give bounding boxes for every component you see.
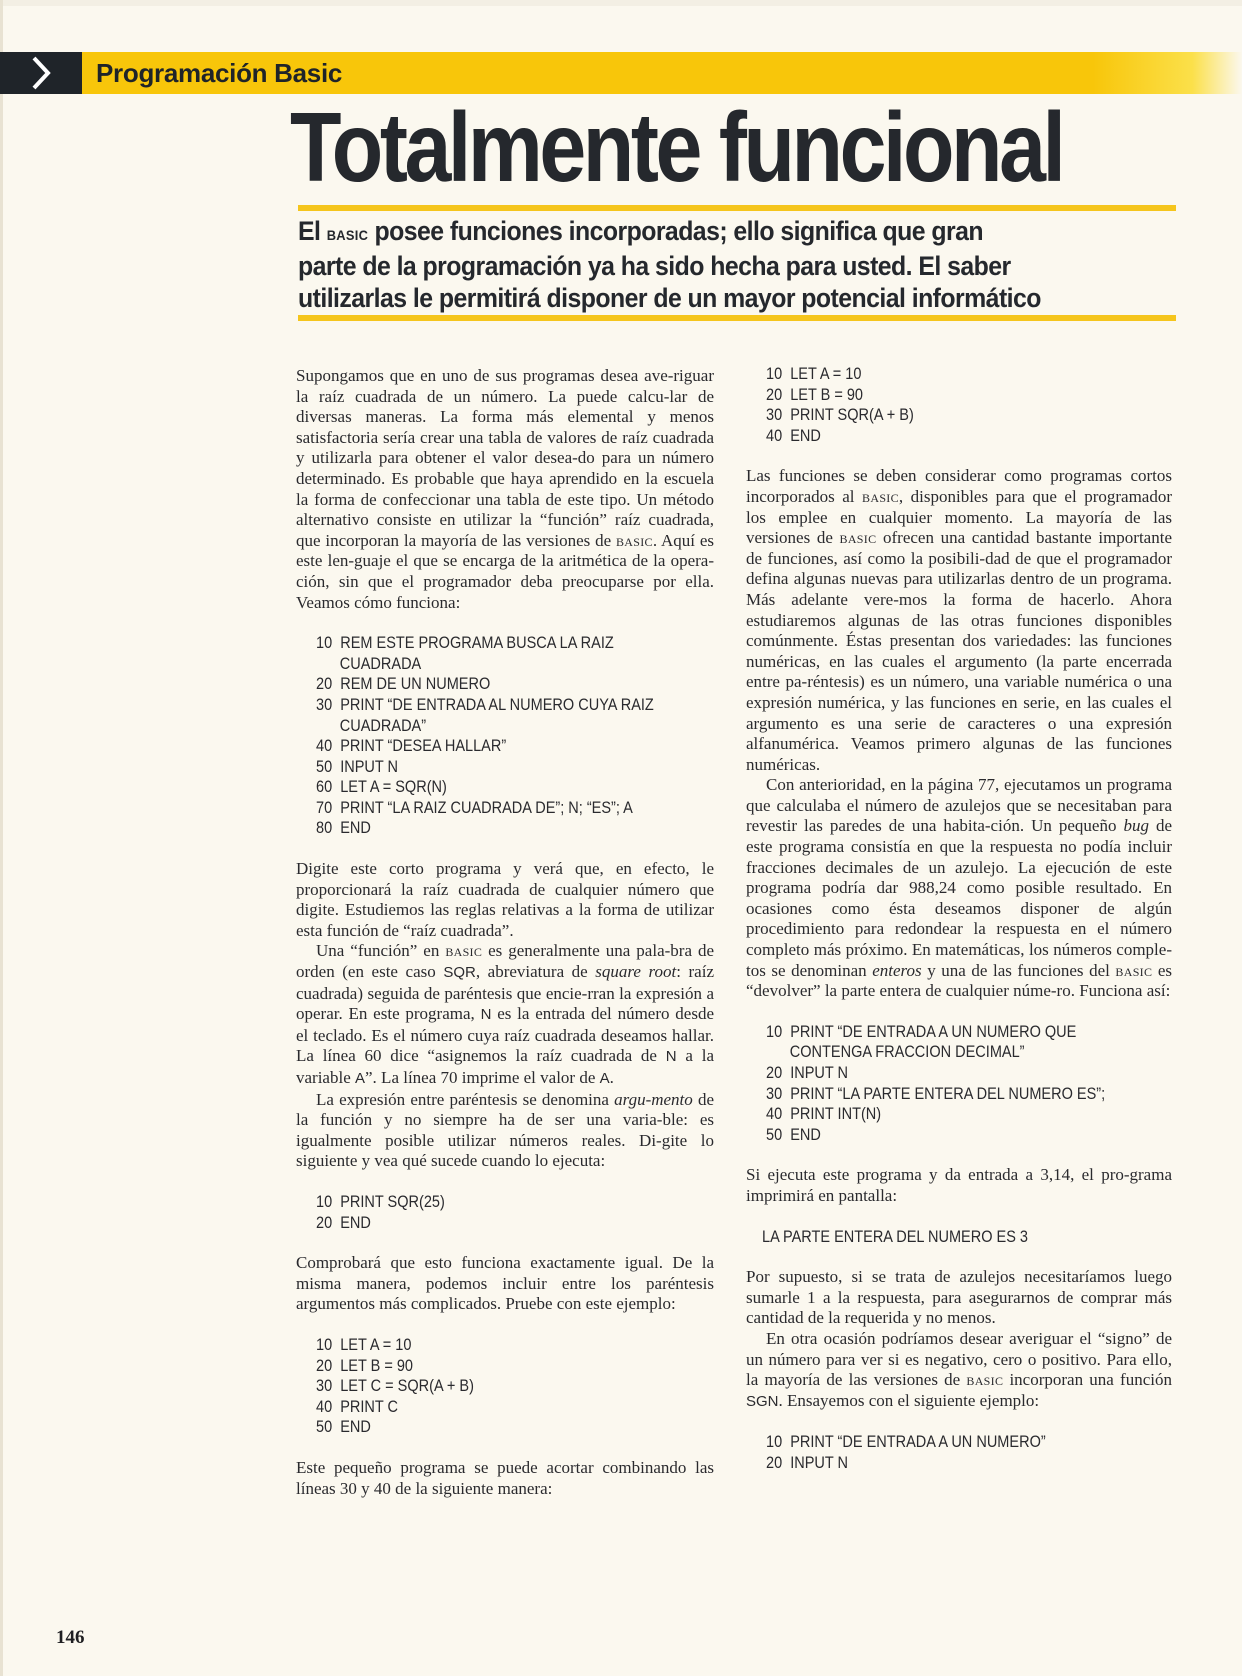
right-column [746,366,1172,1494]
section-marker [0,52,82,94]
code-line: 50 END [316,1418,371,1437]
paragraph: Comprobará que esto funciona exactamente igual. De la misma manera, podemos incluir entre los paréntesis argumentos más complicados. Pruebe con este ejemplo: [296,1253,714,1314]
paragraph: Las funciones se deben considerar como programas cortos incorporados al basic, disponibles para que el programador los emplee en cualquier momento. La mayoría de las versiones de basic ofrecen una cantidad bastante importante de funciones, así como la posibili-dad de que el programador defina algunas nuevas para utilizarlas dentro de un programa. Más adelante vere-mos la forma de hacerlo. Ahora estudiaremos algunas de las otras funciones disponibles comúnmente. Éstas presentan dos variedades: las funciones numéricas, en las cuales el argumento (la parte encerrada entre pa-réntesis) es un número, una variable numérica o una expresión numérica, y las funciones en serie, en las cuales el argumento es una serie de caracteres o una expresión alfanumérica. Veamos primero algunas de las funciones numéricas. [746,466,1172,774]
code-line: 70 PRINT “LA RAIZ CUADRADA DE”; N; “ES”; A [316,798,633,817]
code-line: 30 LET C = SQR(A + B) [316,1377,474,1396]
page-top-edge [0,0,1242,6]
code-line: 80 END [316,819,371,838]
deck-line-3: utilizarlas le permitirá disponer de un mayor potencial informático [298,283,1041,313]
paragraph: La expresión entre paréntesis se denomina argu-mento de la función y no siempre ha de ser una varia-ble: es igualmente posible utilizar números reales. Di-gite lo siguiente y vea qué sucede cuando lo ejecuta: [296,1089,714,1171]
code-line: 20 LET B = 90 [766,385,864,404]
code-listing [766,1432,1123,1473]
code-line: 40 PRINT C [316,1397,399,1416]
code-line: 50 INPUT N [316,757,399,776]
code-line: 10 PRINT “DE ENTRADA A UN NUMERO QUE [766,1022,1077,1041]
code-line: 30 PRINT SQR(A + B) [766,406,914,425]
code-listing [316,1335,666,1438]
code-line: 50 END [766,1125,821,1144]
code-line: 10 PRINT “DE ENTRADA A UN NUMERO” [766,1433,1046,1452]
program-output: LA PARTE ENTERA DEL NUMERO ES 3 [762,1227,1029,1246]
code-line: 20 LET B = 90 [316,1356,414,1375]
code-listing [316,1192,666,1233]
code-line: 20 INPUT N [766,1064,849,1082]
deck-bottom-rule [298,315,1176,321]
paragraph: Supongamos que en uno de sus programas desea ave-riguar la raíz cuadrada de un número. La puede calcu-lar de diversas maneras. La forma más elemental y menos satisfactoria sería crear una tabla de valores de raíz cuadrada y utilizarla para obtener el valor desea-do para un número determinado. Es probable que haya aprendido en la escuela la forma de confeccionar una tabla de este tipo. Un método alternativo consiste en utilizar la “función” raíz cuadrada, que incorporan la mayoría de las versiones de basic. Aquí es este len-guaje el que se encarga de la aritmética de la opera-ción, sin que el programador deba preocuparse por ella. Veamos cómo funciona: [296,366,714,612]
left-column [296,366,714,1499]
code-line: 10 LET A = 10 [766,365,862,383]
paragraph: Si ejecuta este programa y da entrada a 3,14, el pro-grama imprimirá en pantalla: [746,1165,1172,1205]
chevron-right-icon [30,56,52,90]
paragraph: Digite este corto programa y verá que, en efecto, le proporcionará la raíz cuadrada de cualquier número que digite. Estudiemos las reglas relativas a la forma de utilizar esta función de “raíz cuadrada”. [296,859,714,940]
code-line: 30 PRINT “DE ENTRADA AL NUMERO CUYA RAIZ [316,695,654,714]
section-label: Programación Basic [96,58,343,88]
code-line: 10 PRINT SQR(25) [316,1192,445,1211]
code-line: 20 END [316,1213,371,1232]
code-line: CONTENGA FRACCION DECIMAL” [789,1043,1025,1062]
code-line: CUADRADA” [339,716,427,735]
code-line: 20 INPUT N [766,1453,849,1472]
code-listing [766,1022,1123,1146]
paragraph: Este pequeño programa se puede acortar combinando las líneas 30 y 40 de la siguiente manera: [296,1457,714,1498]
code-listing [766,364,1123,446]
code-line: 10 REM ESTE PROGRAMA BUSCA LA RAIZ [316,634,614,653]
code-line: 10 LET A = 10 [316,1335,412,1354]
code-line: 40 END [766,426,821,445]
code-line: CUADRADA [339,654,422,673]
deck-line-1: El basic posee funciones incorporadas; ello significa que gran [298,216,983,246]
paragraph: Con anterioridad, en la página 77, ejecutamos un programa que calculaba el número de azulejos que se necesitaban para revestir las paredes de una habita-ción. Un pequeño bug de este programa consistía en que la respuesta no podía incluir fracciones decimales de un azulejo. La ejecución de este programa podría dar 988,24 como posible resultado. En ocasiones como ésta deseamos disponer de algún procedimiento para redondear la respuesta en el número completo más próximo. En matemáticas, los números comple-tos se denominan enteros y una de las funciones del basic es “devolver” la parte entera de cualquier núme-ro. Funciona así: [746,775,1172,1001]
code-listing [316,633,666,839]
paragraph: En otra ocasión podríamos desear averiguar el “signo” de un número para ver si es negativo, cero o positivo. Para ello, la mayoría de las versiones de basic incorporan una función SGN. Ensayemos con el siguiente ejemplo: [746,1328,1172,1410]
article-deck [298,215,1126,314]
code-line: 40 PRINT INT(N) [766,1105,882,1124]
code-line: 40 PRINT “DESEA HALLAR” [316,737,507,756]
page-number: 146 [56,1627,85,1648]
code-line: 60 LET A = SQR(N) [316,778,447,797]
paragraph: Una “función” en basic es generalmente una pala-bra de orden (en este caso SQR, abreviatura de square root: raíz cuadrada) seguida de paréntesis que encie-rran la expresión a operar. En este programa, N es la entrada del número desde el teclado. Es el número cuya raíz cuadrada deseamos hallar. La línea 60 dice “asignemos la raíz cuadrada de N a la variable A”. La línea 70 imprime el valor de A. [296,941,715,1087]
code-line: 20 REM DE UN NUMERO [316,675,491,694]
page-binding-edge [0,0,3,1676]
paragraph: Por supuesto, si se trata de azulejos necesitaríamos luego sumarle 1 a la respuesta, para asegurarnos de comprar más cantidad de la requerida y no menos. [746,1267,1172,1328]
deck-top-rule [298,205,1176,211]
article-title: Totalmente funcional [290,92,1063,202]
deck-line-2: parte de la programación ya ha sido hecha para usted. El saber [298,251,1011,281]
code-line: 30 PRINT “LA PARTE ENTERA DEL NUMERO ES”; [766,1084,1106,1103]
